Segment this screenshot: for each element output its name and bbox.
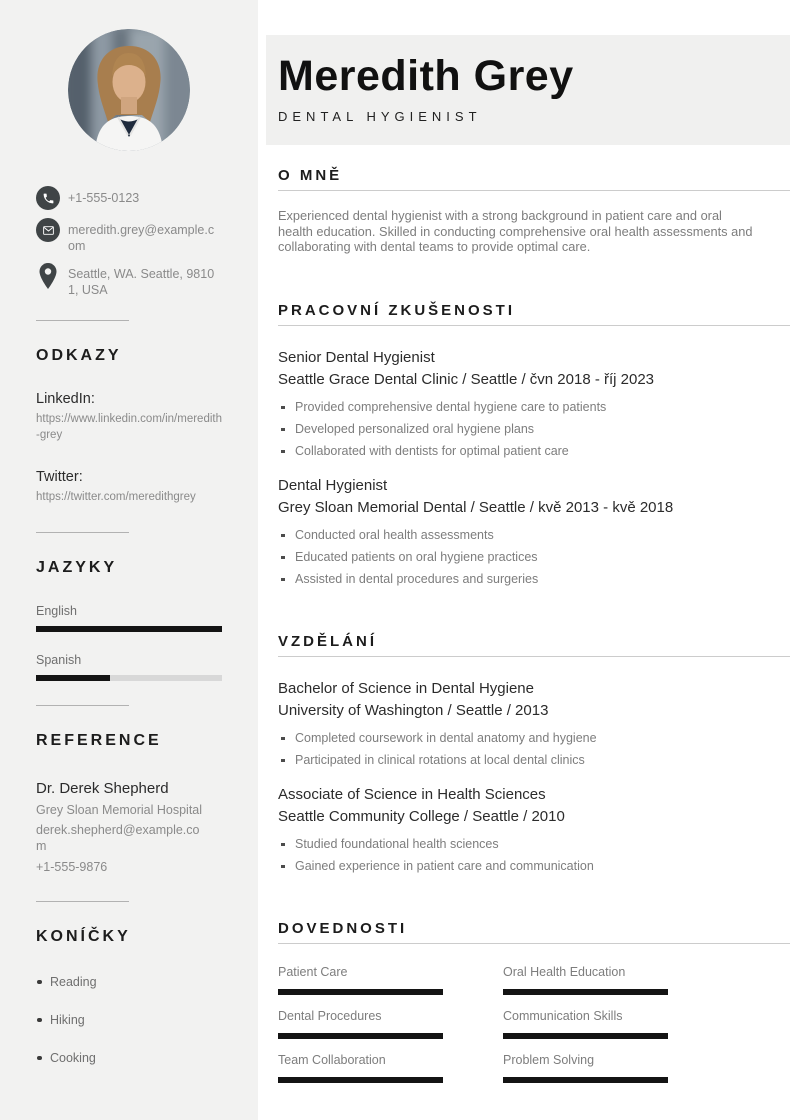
hobby-item: Cooking: [36, 1050, 222, 1067]
skill-item: [278, 965, 443, 995]
sidebar-divider: [36, 320, 129, 321]
job-bullet: Assisted in dental procedures and surgeries: [278, 569, 760, 591]
linkedin-label: LinkedIn:: [36, 391, 95, 407]
degree-bullet: Participated in clinical rotations at local dental clinics: [278, 750, 760, 772]
reference-phone: +1-555-9876: [36, 859, 108, 874]
skill-level-bar: [278, 989, 443, 995]
job-subtitle: Grey Sloan Memorial Dental / Seattle / kvě 2013 - kvě 2018: [278, 498, 674, 516]
hobby-item: Reading: [36, 974, 222, 991]
education-entry: [278, 784, 760, 878]
job-title: Dental Hygienist: [278, 476, 388, 494]
degree-bullet: Studied foundational health sciences: [278, 834, 760, 856]
degree-bullet-list: [278, 728, 760, 772]
address-value: Seattle, WA. Seattle, 98101, USA: [68, 267, 215, 297]
phone-value: +1-555-0123: [68, 191, 140, 205]
profile-photo-illustration: [68, 29, 190, 151]
job-title: Senior Dental Hygienist: [278, 348, 435, 366]
skill-label: Oral Health Education: [503, 964, 626, 979]
degree-subtitle: University of Washington / Seattle / 2013: [278, 701, 549, 719]
reference-email: derek.shepherd@example.com: [36, 822, 200, 853]
job-bullet: Conducted oral health assessments: [278, 525, 760, 547]
hobbies-list: [36, 974, 222, 1067]
sidebar-divider: [36, 901, 129, 902]
linkedin-url[interactable]: https://www.linkedin.com/in/meredith-grey: [36, 413, 222, 441]
degree-title: Bachelor of Science in Dental Hygiene: [278, 679, 534, 697]
education-entry: [278, 678, 760, 772]
person-job-title: DENTAL HYGIENIST: [278, 109, 482, 124]
skill-level-track: [503, 1033, 668, 1039]
twitter-label: Twitter:: [36, 469, 83, 485]
experience-heading: PRACOVNÍ ZKUŠENOSTI: [278, 301, 516, 319]
reference-name: Dr. Derek Shepherd: [36, 779, 169, 797]
language-level-track: [36, 675, 222, 681]
job-bullet: Provided comprehensive dental hygiene care to patients: [278, 397, 760, 419]
skill-level-bar: [503, 1077, 668, 1083]
skill-level-bar: [278, 1033, 443, 1039]
skill-item: [503, 965, 668, 995]
twitter-url[interactable]: https://twitter.com/meredithgrey: [36, 491, 196, 503]
sidebar-divider: [36, 532, 129, 533]
sidebar: [0, 0, 258, 1120]
skill-label: Problem Solving: [503, 1052, 595, 1067]
profile-photo: [68, 29, 190, 151]
job-bullet: Collaborated with dentists for optimal patient care: [278, 441, 760, 463]
email-value: meredith.grey@example.com: [68, 223, 215, 253]
experience-entry: [278, 347, 760, 463]
job-bullet: Developed personalized oral hygiene plans: [278, 419, 760, 441]
skill-label: Dental Procedures: [278, 1008, 382, 1023]
skill-level-track: [278, 989, 443, 995]
skill-level-track: [503, 989, 668, 995]
contact-block: [36, 186, 222, 298]
main-column: [258, 0, 794, 1120]
skill-item: [503, 1009, 668, 1039]
language-level-track: [36, 626, 222, 632]
language-name: English: [36, 603, 77, 618]
skill-label: Patient Care: [278, 964, 348, 979]
degree-title: Associate of Science in Health Sciences: [278, 785, 546, 803]
language-item: [36, 604, 222, 632]
skill-level-bar: [278, 1077, 443, 1083]
email-icon: [36, 218, 60, 242]
skills-heading: DOVEDNOSTI: [278, 919, 408, 937]
job-bullet: Educated patients on oral hygiene practices: [278, 547, 760, 569]
skill-item: [278, 1053, 443, 1083]
degree-bullet: Gained experience in patient care and communication: [278, 856, 760, 878]
skill-label: Communication Skills: [503, 1008, 623, 1023]
section-rule: [278, 656, 790, 657]
languages-heading: JAZYKY: [36, 558, 118, 576]
section-rule: [278, 325, 790, 326]
about-heading: O MNĚ: [278, 167, 343, 184]
skill-item: [278, 1009, 443, 1039]
hobbies-heading: KONÍČKY: [36, 927, 131, 945]
education-heading: VZDĚLÁNÍ: [278, 632, 377, 650]
person-name: Meredith Grey: [278, 52, 574, 100]
language-level-bar: [36, 675, 110, 681]
links-heading: ODKAZY: [36, 347, 122, 364]
link-item-linkedin: [36, 391, 222, 443]
degree-bullet: Completed coursework in dental anatomy and hygiene: [278, 728, 760, 750]
language-level-bar: [36, 626, 222, 632]
degree-bullet-list: [278, 834, 760, 878]
skill-label: Team Collaboration: [278, 1052, 386, 1067]
location-pin-icon: [36, 262, 60, 290]
reference-organization: Grey Sloan Memorial Hospital: [36, 802, 203, 817]
reference-heading: REFERENCE: [36, 731, 162, 749]
job-bullet-list: [278, 397, 760, 463]
contact-phone-row: [36, 186, 222, 210]
skill-level-bar: [503, 1033, 668, 1039]
contact-address-row: [36, 262, 222, 298]
job-subtitle: Seattle Grace Dental Clinic / Seattle / čvn 2018 - říj 2023: [278, 370, 655, 388]
experience-entry: [278, 475, 760, 591]
phone-icon: [36, 186, 60, 210]
contact-email-row: [36, 218, 222, 254]
skill-level-track: [503, 1077, 668, 1083]
skills-grid: [278, 965, 760, 1083]
skill-level-track: [278, 1033, 443, 1039]
language-name: Spanish: [36, 652, 82, 667]
link-item-twitter: [36, 469, 222, 506]
main-content: [258, 167, 794, 1083]
about-text: Experienced dental hygienist with a strong background in patient care and oral health education. Skilled in conducting comprehensive oral health assessments and collaborating with dental teams to provide optimal care.: [278, 208, 753, 254]
skill-level-bar: [503, 989, 668, 995]
reference-block: [36, 780, 222, 875]
language-item: [36, 653, 222, 681]
skill-level-track: [278, 1077, 443, 1083]
header-band: [266, 35, 790, 145]
section-rule: [278, 190, 790, 191]
skill-item: [503, 1053, 668, 1083]
section-rule: [278, 943, 790, 944]
sidebar-divider: [36, 705, 129, 706]
hobby-item: Hiking: [36, 1012, 222, 1029]
job-bullet-list: [278, 525, 760, 591]
degree-subtitle: Seattle Community College / Seattle / 2010: [278, 807, 565, 825]
